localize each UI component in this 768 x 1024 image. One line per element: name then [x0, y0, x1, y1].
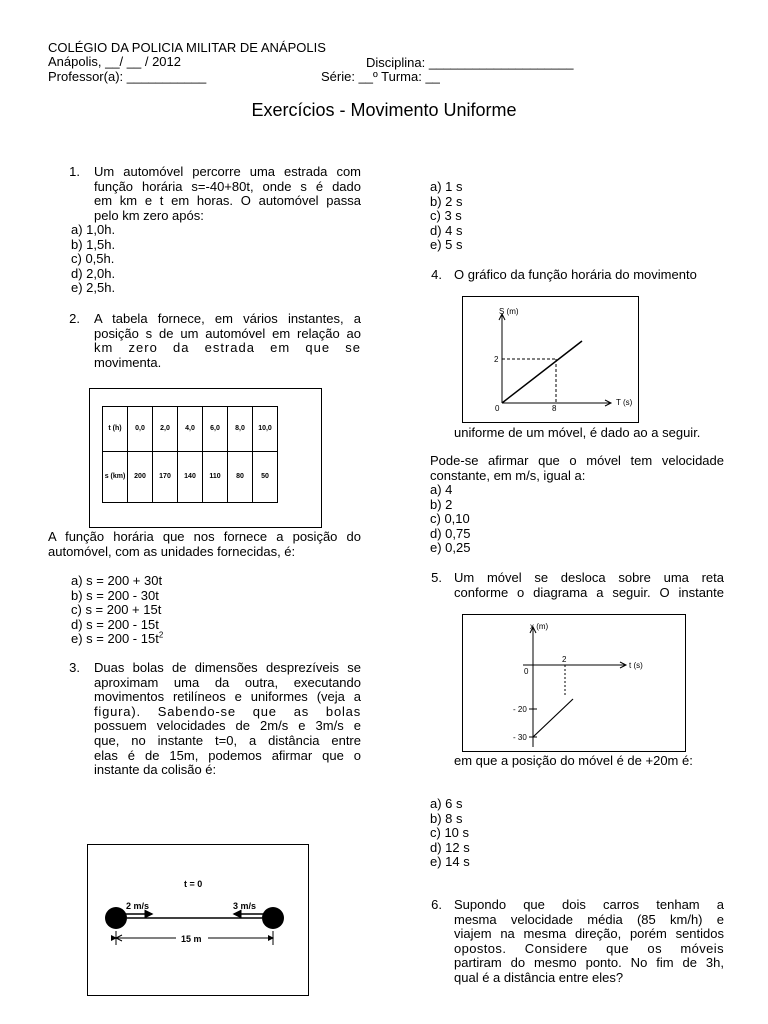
q5-line-after: em que a posição do móvel é de +20m é:	[454, 753, 693, 768]
q5-y-label: x (m)	[530, 622, 549, 631]
table-cell: 170	[153, 452, 178, 503]
q2-line: km zero da estrada em que se	[94, 340, 361, 356]
q2-option-e: e) s = 200 - 15t	[71, 631, 159, 647]
q5-number: 5.	[431, 570, 442, 585]
q5-x-label: t (s)	[629, 661, 643, 670]
q2-line: A tabela fornece, em vários instantes, a	[94, 311, 361, 326]
q5-line: Um móvel se desloca sobre uma reta	[454, 570, 724, 585]
q3-option: c) 3 s	[430, 208, 462, 224]
velocity-right-label: 3 m/s	[233, 901, 257, 911]
discipline-field: Disciplina: ____________________	[366, 55, 574, 70]
q4-option: e) 0,25	[430, 540, 471, 556]
q1-option: d) 2,0h.	[71, 265, 116, 281]
q1-option: b) 1,5h.	[71, 236, 116, 252]
q2-number: 2.	[69, 311, 80, 326]
q6-line: opostos. Considere que os móveis	[454, 940, 724, 956]
table-cell: 140	[178, 452, 203, 503]
table-cell: 200	[128, 452, 153, 503]
q3-option: e) 5 s	[430, 237, 463, 253]
q4-options	[430, 483, 470, 556]
q5-series-line	[533, 699, 573, 737]
q5-y-tick-label-20: - 20	[513, 705, 527, 714]
q2-statement	[94, 312, 361, 370]
q3-option: d) 4 s	[430, 222, 463, 238]
q4-graph	[463, 297, 638, 422]
q5-options	[430, 797, 470, 870]
q2-option-e-exponent: 2	[158, 631, 164, 641]
date-line: Anápolis, __/ __ / 2012	[48, 54, 181, 69]
q2-data-table	[102, 406, 278, 503]
q3-line: Duas bolas de dimensões desprezíveis se	[94, 660, 361, 675]
table-cell: 0,0	[128, 407, 153, 452]
q2-option	[71, 632, 163, 647]
q5-option: c) 10 s	[430, 825, 470, 841]
table-cell: 4,0	[178, 407, 203, 452]
q3-line: figura). Sabendo-se que as bolas	[94, 703, 361, 719]
q2-option: c) s = 200 + 15t	[71, 602, 162, 618]
q4-graph-frame	[462, 296, 639, 423]
q1-line: Um automóvel percorre uma estrada com	[94, 164, 361, 179]
q4-x-label: T (s)	[616, 398, 633, 407]
q4-series-line	[502, 341, 582, 403]
q4-y-label: S (m)	[499, 307, 519, 316]
q2-line: posição s de um automóvel em relação ao	[94, 325, 361, 341]
q2-followup	[48, 530, 361, 559]
q2-options	[71, 574, 163, 647]
q5-option: e) 14 s	[430, 854, 470, 870]
q6-line: mesma velocidade média (85 km/h) e	[454, 911, 724, 927]
q6-line: viajem na mesma direção, porém sentidos	[454, 926, 724, 942]
q5-line: conforme o diagrama a seguir. O instante	[454, 584, 724, 600]
q5-option: d) 12 s	[430, 839, 470, 855]
ball-right	[262, 907, 284, 929]
table-cell: 10,0	[253, 407, 278, 452]
q1-number: 1.	[69, 164, 80, 179]
q4-x-tick-label: 8	[552, 404, 557, 413]
ball-left	[105, 907, 127, 929]
q3-line: instante da colisão é:	[94, 762, 217, 778]
page-title: Exercícios - Movimento Uniforme	[251, 100, 517, 120]
table-cell: 8,0	[228, 407, 253, 452]
series-field: Série: __º Turma: __	[321, 69, 440, 84]
q5-option: a) 6 s	[430, 796, 463, 811]
table-cell: 110	[203, 452, 228, 503]
q1-line: em km e t em horas. O automóvel passa	[94, 193, 361, 209]
q4-line2: uniforme de um móvel, é dado ao a seguir.	[454, 425, 701, 440]
q4-line1: O gráfico da função horária do movimento	[454, 267, 697, 282]
table-cell: 2,0	[153, 407, 178, 452]
q4-y-tick-label: 2	[494, 355, 499, 364]
table-header-position: s (km)	[103, 452, 128, 503]
q6-number: 6.	[431, 897, 442, 912]
q2-option: d) s = 200 - 15t	[71, 616, 159, 632]
q3-option: b) 2 s	[430, 193, 463, 209]
table-cell: 80	[228, 452, 253, 503]
q2-line: movimenta.	[94, 354, 162, 370]
q4-question-line: constante, em m/s, igual a:	[430, 467, 586, 483]
q1-line: função horária s=-40+80t, onde s é dado	[94, 178, 361, 194]
q4-option: c) 0,10	[430, 511, 470, 527]
q1-line: pelo km zero após:	[94, 207, 204, 223]
table-cell: 6,0	[203, 407, 228, 452]
q3-line: que, no instante t=0, a distância entre	[94, 732, 361, 748]
q4-option: d) 0,75	[430, 525, 471, 541]
q5-statement	[454, 571, 724, 600]
q6-line: Supondo que dois carros tenham a	[454, 897, 724, 912]
q1-options	[71, 223, 115, 296]
q4-option: b) 2	[430, 496, 453, 512]
q3-option: a) 1 s	[430, 179, 463, 194]
q2-followup-line: A função horária que nos fornece a posição do	[48, 529, 361, 544]
q3-options	[430, 180, 463, 253]
q2-option: a) s = 200 + 30t	[71, 573, 163, 588]
q5-graph	[463, 615, 685, 751]
q6-line: qual é a distância entre eles?	[454, 969, 624, 985]
q4-question	[430, 454, 724, 483]
q3-balls-diagram	[88, 845, 308, 995]
q2-option: b) s = 200 - 30t	[71, 587, 159, 603]
table-cell: 50	[253, 452, 278, 503]
q4-origin-label: 0	[495, 404, 500, 413]
teacher-field: Professor(a): ___________	[48, 69, 207, 84]
q3-line: elas é de 15m, podemos afirmar que o	[94, 747, 361, 763]
q3-line: movimentos retilíneos e uniformes (veja a	[94, 689, 361, 705]
q5-origin-label: 0	[524, 667, 529, 676]
q6-line: partiram do mesmo ponto. No fim de 3h,	[454, 955, 724, 971]
q5-graph-frame	[462, 614, 686, 752]
q3-number: 3.	[69, 660, 80, 675]
q3-line: aproximam uma da outra, executando	[94, 674, 361, 690]
q4-number: 4.	[431, 267, 442, 282]
table-header-time: t (h)	[103, 407, 128, 452]
q5-x-tick-label: 2	[562, 655, 567, 664]
q5-option: b) 8 s	[430, 810, 463, 826]
q4-question-line: Pode-se afirmar que o móvel tem velocidade	[430, 453, 724, 468]
q1-option: a) 1,0h.	[71, 222, 116, 237]
q3-statement	[94, 661, 361, 778]
distance-label: 15 m	[181, 934, 202, 944]
q4-option: a) 4	[430, 482, 453, 497]
q2-followup-line: automóvel, com as unidades fornecidas, é:	[48, 543, 296, 559]
q3-line: possuem velocidades de 2m/s e 3m/s e	[94, 718, 361, 734]
fig-time-label: t = 0	[184, 879, 203, 889]
school-name: COLÉGIO DA POLICIA MILITAR DE ANÁPOLIS	[48, 40, 326, 55]
q1-statement	[94, 165, 361, 223]
q5-y-tick-label-30: - 30	[513, 733, 527, 742]
q2-table-frame	[89, 388, 322, 528]
q1-option: c) 0,5h.	[71, 251, 115, 267]
q3-figure	[87, 844, 309, 996]
q1-option: e) 2,5h.	[71, 280, 116, 296]
q6-statement	[454, 898, 724, 986]
velocity-left-label: 2 m/s	[126, 901, 150, 911]
